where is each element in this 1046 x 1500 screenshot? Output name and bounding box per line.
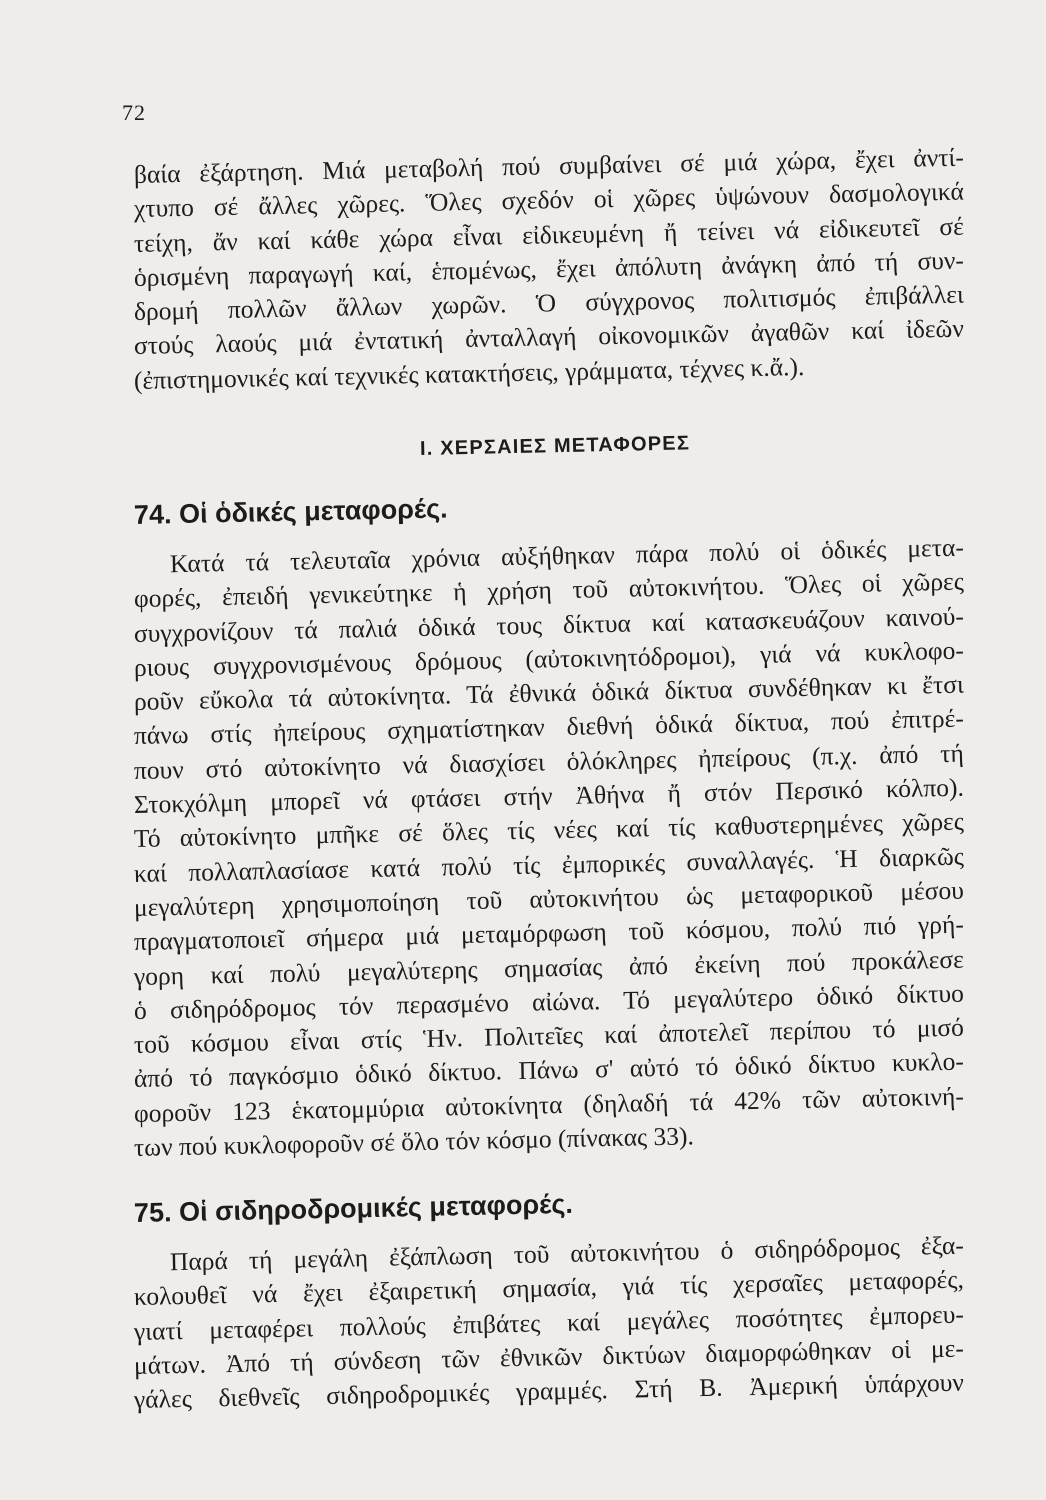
section-heading-74: 74. Οἱ ὁδικές μεταφορές.: [133, 493, 448, 530]
text-line: μεγαλύτερη χρησιμοποίηση τοῦ αὐτοκινήτου ὡς μεταφορικοῦ μέσου: [133, 875, 965, 922]
text-line: τείχη, ἄν καί κάθε χώρα εἶναι εἰδικευμένη ἤ τείνει νά εἰδικευτεῖ σέ: [133, 211, 965, 258]
text-line: ὁ σιδηρόδρομος τόν περασμένο αἰώνα. Τό μεγαλύτερο ὁδικό δίκτυο: [133, 978, 965, 1025]
text-line: Κατά τά τελευταῖα χρόνια αὐξήθηκαν πάρα πολύ οἱ ὁδικές μετα-: [169, 532, 965, 579]
text-line: γορη καί πολύ μεγαλύτερης σημασίας ἀπό ἐκείνη πού προκάλεσε: [133, 944, 965, 991]
section-heading-75: 75. Οἱ σιδηροδρομικές μεταφορές.: [133, 1188, 574, 1228]
text-line: στούς λαούς μιά ἐντατική ἀνταλλαγή οἰκονομικῶν ἀγαθῶν καί ἰδεῶν: [133, 314, 965, 361]
text-line: πάνω στίς ἠπείρους σχηματίστηκαν διεθνή ὁδικά δίκτυα, πού ἐπιτρέ-: [133, 704, 965, 751]
text-line: (ἐπιστημονικές καί τεχνικές κατακτήσεις, γράμματα, τέχνες κ.ἄ.).: [133, 351, 805, 395]
text-line: καί πολλαπλασίασε κατά πολύ τίς ἐμπορικές συναλλαγές. Ἡ διαρκῶς: [133, 841, 965, 888]
text-line: ὁρισμένη παραγωγή καί, ἑπομένως, ἔχει ἀπόλυτη ἀνάγκη ἀπό τή συν-: [133, 245, 965, 292]
text-line: Τό αὐτοκίνητο μπῆκε σέ ὅλες τίς νέες καί τίς καθυστερημένες χῶρες: [133, 806, 965, 854]
text-line: χτυπο σέ ἄλλες χῶρες. Ὅλες σχεδόν οἱ χῶρες ὑψώνουν δασμολογικά: [133, 176, 965, 224]
text-line: των πού κυκλοφοροῦν σέ ὅλο τόν κόσμο (πίνακας 33).: [133, 1121, 695, 1163]
text-line: Παρά τή μεγάλη ἐξάπλωση τοῦ αὐτοκινήτου ὁ σιδηρόδρομος ἐξα-: [169, 1230, 965, 1277]
text-line: γιατί μεταφέρει πολλούς ἐπιβάτες καί μεγάλες ποσότητες ἐμπορευ-: [133, 1299, 965, 1346]
text-line: φοροῦν 123 ἑκατομμύρια αὐτοκίνητα (δηλαδή τά 42% τῶν αὐτοκινή-: [133, 1081, 965, 1128]
text-line: συγχρονίζουν τά παλιά ὁδικά τους δίκτυα καί κατασκευάζουν καινού-: [133, 601, 965, 648]
text-line: πουν στό αὐτοκίνητο νά διασχίσει ὁλόκληρες ἠπείρους (π.χ. ἀπό τή: [133, 738, 965, 785]
text-line: φορές, ἐπειδή γενικεύτηκε ἡ χρήση τοῦ αὐτοκινήτου. Ὅλες οἱ χῶρες: [133, 566, 965, 614]
subsection-title: Ι. ΧΕΡΣΑΙΕΣ ΜΕΤΑΦΟΡΕΣ: [419, 432, 691, 460]
text-line: μάτων. Ἀπό τή σύνδεση τῶν ἐθνικῶν δικτύων διαμορφώθηκαν οἱ με-: [133, 1333, 965, 1380]
text-line: δρομή πολλῶν ἄλλων χωρῶν. Ὁ σύγχρονος πολιτισμός ἐπιβάλλει: [133, 279, 965, 327]
text-line: ριους συγχρονισμένους δρόμους (αὐτοκινητόδρομοι), γιά νά κυκλοφο-: [133, 635, 965, 682]
text-line: βαία ἐξάρτηση. Μιά μεταβολή πού συμβαίνει σέ μιά χώρα, ἔχει ἀντί-: [133, 142, 965, 189]
paragraph-rail-transport: [133, 1230, 965, 1417]
text-line: ἀπό τό παγκόσμιο ὁδικό δίκτυο. Πάνω σ' αὐτό τό ὁδικό δίκτυο κυκλο-: [133, 1047, 965, 1094]
text-line: γάλες διεθνεῖς σιδηροδρομικές γραμμές. Στή Β. Ἀμερική ὑπάρχουν: [133, 1367, 965, 1415]
text-line: πραγματοποιεῖ σήμερα μιά μεταμόρφωση τοῦ κόσμου, πολύ πιό γρή-: [133, 909, 965, 957]
paragraph-intro: [133, 142, 965, 398]
text-line: κολουθεῖ νά ἔχει ἐξαιρετική σημασία, γιά τίς χερσαῖες μεταφορές,: [133, 1264, 965, 1312]
text-line: Στοκχόλμη μπορεῖ νά φτάσει στήν Ἀθήνα ἤ στόν Περσικό κόλπο).: [133, 772, 965, 820]
text-line: ροῦν εὔκολα τά αὐτοκίνητα. Τά ἐθνικά ὁδικά δίκτυα συνδέθηκαν κι ἔτσι: [133, 669, 965, 717]
page-number: 72: [122, 100, 146, 125]
paragraph-road-transport: [133, 532, 965, 1165]
text-line: τοῦ κόσμου εἶναι στίς Ἡν. Πολιτεῖες καί ἀποτελεῖ περίπου τό μισό: [133, 1012, 965, 1060]
